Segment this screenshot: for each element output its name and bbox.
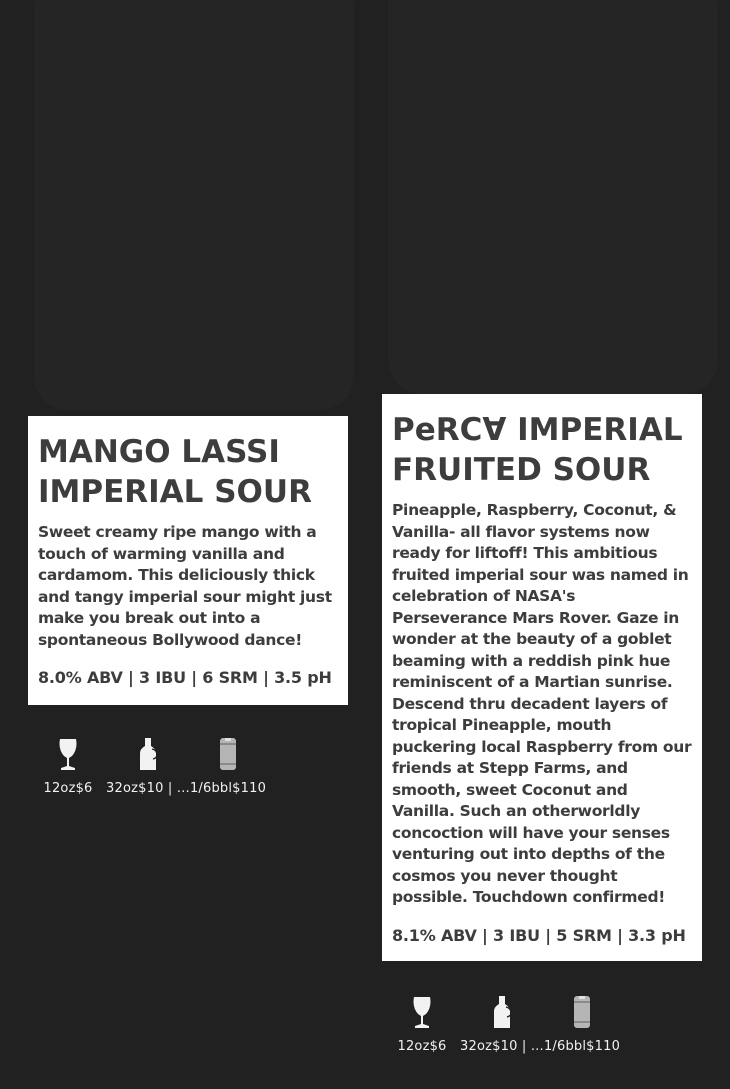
keg-icon [573,995,591,1029]
serving-option-32oz[interactable] [108,737,188,796]
beer-card-percy [382,394,702,961]
serving-label: 1/6bbl$110 [543,1039,621,1054]
serving-option-1-6bbl[interactable] [542,995,622,1054]
serving-label: 12oz$6 [397,1039,447,1054]
serving-label: 12oz$6 [43,781,93,796]
serving-label: 1/6bbl$110 [189,781,267,796]
tulip-glass-icon [56,737,80,771]
beer-card-mango-lassi [28,416,348,705]
serving-option-32oz[interactable] [462,995,542,1054]
serving-option-1-6bbl[interactable] [188,737,268,796]
beer-stats: 8.1% ABV | 3 IBU | 5 SRM | 3.3 pH [392,925,686,945]
beer-description: Sweet creamy ripe mango with a touch of warming vanilla and cardamom. This deliciously thick and tangy imperial sour might just make you break out into a spontaneous Bollywood dance! [38,523,332,649]
beer-description: Pineapple, Raspberry, Coconut, & Vanilla- all flavor systems now ready for liftoff! This ambitious fruited imperial sour was named in celebration of NASA's Perseverance Mars Rover. Gaze in wonder at the beauty of a goblet beaming with a reddish pink hue reminiscent of a Martian sunrise. Descend thru decadent layers of tropical Pineapple, mouth puckering local Raspberry from our friends at Stepp Farms, and smooth, sweet Coconut and Vanilla. Such an otherworldly concoction will have your senses venturing out into depths of the cosmos you never thought possible. Touchdown confirmed! [392,501,692,906]
serving-option-12oz[interactable] [28,737,108,796]
serving-option-12oz[interactable] [382,995,462,1054]
beer-stats: 8.0% ABV | 3 IBU | 6 SRM | 3.5 pH [38,668,332,687]
beer-photo-percy[interactable] [388,0,718,394]
growler-icon [138,737,158,771]
beer-title: PeRCⱯ IMPERIAL FRUITED SOUR [392,412,683,488]
tulip-glass-icon [410,995,434,1029]
serving-options [28,737,268,796]
serving-label: 32oz$10 | … [106,781,190,796]
keg-icon [219,737,237,771]
serving-options [382,995,622,1054]
serving-label: 32oz$10 | … [460,1039,544,1054]
growler-icon [492,995,512,1029]
beer-photo-mango-lassi[interactable] [34,0,354,410]
beer-title: MANGO LASSI IMPERIAL SOUR [38,434,312,510]
